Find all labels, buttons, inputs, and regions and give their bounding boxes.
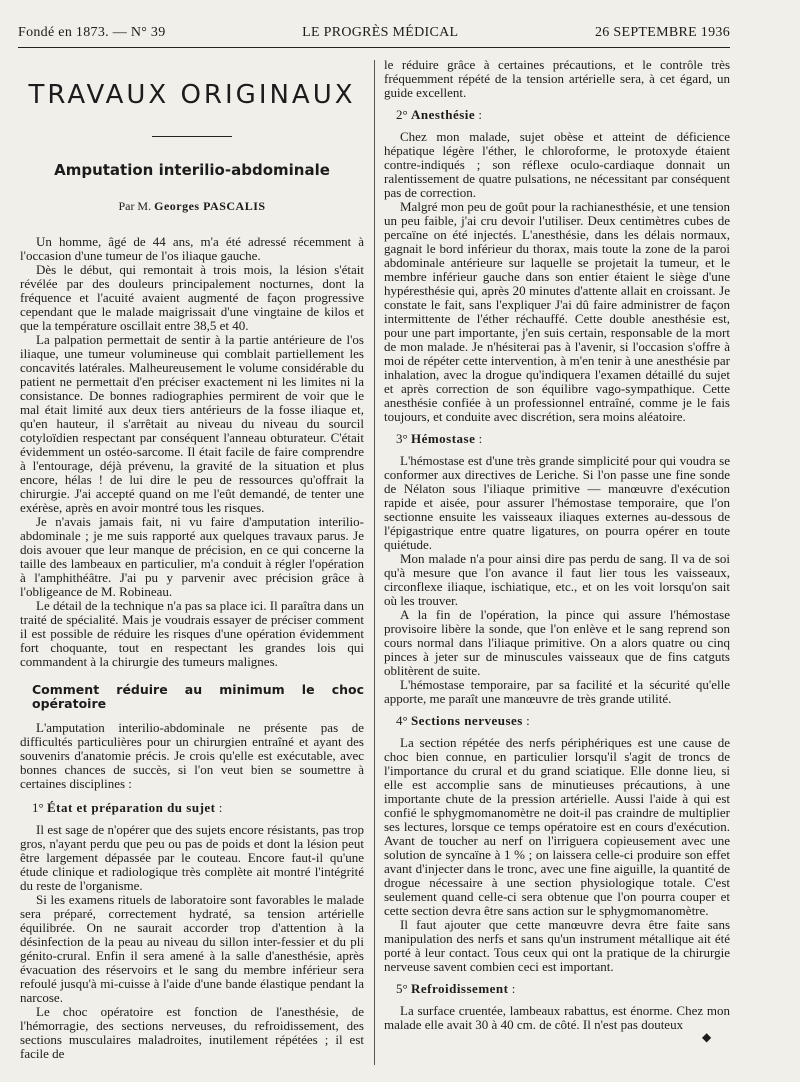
heading-title: Sections nerveuses (410, 713, 523, 728)
diamond-ornament-icon: ◆ (702, 1030, 712, 1044)
heading-colon: : (218, 800, 223, 815)
heading-title: État et préparation du sujet (46, 800, 216, 815)
paragraph: Dès le début, qui remontait à trois mois, la lésion s'était révélée par des douleurs principalement nocturnes, dont la fréquence et l'acuité avaient augmenté de façon progressive cependant que le malade maigrissait d'une vingtaine de kilos et que la température oscillait entre 38,5 et 40. (20, 262, 364, 333)
heading-colon: : (478, 107, 483, 122)
heading-number: 1° (32, 800, 44, 815)
journal-title: LE PROGRÈS MÉDICAL (302, 25, 459, 40)
title-rule (152, 136, 232, 137)
heading-colon: : (511, 981, 516, 996)
paragraph: Le détail de la technique n'a pas sa place ici. Il paraîtra dans un traité de spécialité. Mais je voudrais essayer de préciser comment il est possible de réduire les risques d'une opération évidemment fort choquante, tout en respectant les grandes lois qui commandent à la chirurgie des tumeurs malignes. (20, 598, 364, 669)
byline (20, 199, 364, 213)
paragraph: L'hémostase est d'une très grande simplicité pour qui voudra se conformer aux directives de Leriche. Si l'on passe une fine sonde de Nélaton sous l'iliaque primitive — manœuvre d'exécution rapide et aisée, pour assurer l'hémostase temporaire, que l'on sectionne ensuite les vaisseaux iliaques externes au-dessous de l'épigastrique entre quatre ligatures, on pourra opérer en toute quiétude. (384, 453, 730, 552)
paragraph: Si les examens rituels de laboratoire sont favorables le malade sera préparé, correctement hydraté, sa tension artérielle équilibrée. On ne saurait accorder trop d'attention à la désinfection de la peau au niveau du sillon inter-fessier et du pli génito-crural. Enfin il sera amené à la salle d'anesthésie, après évacuation des réservoirs et le sang du membre inférieur sera refoulé jusqu'à mi-cuisse à l'aide d'une bande élastique pendant la narcose. (20, 892, 364, 1005)
heading-number: 3° (396, 431, 408, 446)
left-column (20, 58, 364, 1061)
issue-date: 26 SEPTEMBRE 1936 (594, 25, 730, 40)
paragraph: Mon malade n'a pour ainsi dire pas perdu de sang. Il va de soi qu'à mesure que l'on avance il faut lier tous les vaisseaux, circonflexe iliaque, ischiatique, etc., et on les voit lorsqu'on sait où les trouver. (384, 551, 730, 608)
paragraph: La palpation permettait de sentir à la partie antérieure de l'os iliaque, une tumeur volumineuse qui comblait partiellement les concavités latérales. Malheureusement le volume considérable du patient ne permettait d'en préciser exactement ni les limites ni la consistance. De bonnes radiographies permirent de voir que le mal était limité aux deux tiers antérieurs de la fosse iliaque et, qu'en hauteur, il s'arrêtait au niveau du niveau du sourcil cotyloïdien respectant par conséquent l'anneau obturateur. C'était évidemment un ostéo-sarcome. Il était facile de faire comprendre à l'entourage, déjà prévenu, la gravité de la situation et plus encore, hélas ! de lui dire le peu de ressources qu'offrait la chirurgie. J'ai accepté quand on me l'eût demandé, de tenter une exérèse, après en avoir montré tous les risques. (20, 332, 364, 515)
paragraph: le réduire grâce à certaines précautions, et le contrôle très fréquemment répété de la tension artérielle sera, à cet égard, un guide excellent. (384, 57, 730, 100)
paragraph: L'hémostase temporaire, par sa facilité et la sécurité qu'elle apporte, me paraît une manœuvre de très grande utilité. (384, 677, 730, 706)
byline-prefix: Par M. (118, 199, 152, 213)
heading-title: Anesthésie (410, 107, 476, 122)
paragraph: A la fin de l'opération, la pince qui assure l'hémostase provisoire libère la sonde, que l'on enlève et le sang reprend son cours normal dans l'iliaque primitive. On a alors quatre ou cinq pinces à jeter sur de minuscules vaisseaux que de fins catguts oblitèrent de suite. (384, 607, 730, 678)
numbered-heading (32, 801, 364, 815)
paragraph: Un homme, âgé de 44 ans, m'a été adressé récemment à l'occasion d'une tumeur de l'os iliaque gauche. (20, 234, 364, 263)
heading-number: 4° (396, 713, 408, 728)
heading-number: 5° (396, 981, 408, 996)
heading-colon: : (526, 713, 530, 728)
paragraph: Chez mon malade, sujet obèse et atteint de déficience hépatique légère l'éther, le chloroforme, le protoxyde étaient contre-indiqués ; son réflexe oculo-cardiaque donnait un ralentissement de quatre pulsations, ne nécessitant par conséquent pas de correction. (384, 129, 730, 200)
numbered-heading (396, 982, 730, 996)
numbered-heading (396, 714, 730, 728)
running-header (18, 22, 730, 44)
subsection-heading: Comment réduire au minimum le choc opératoire (32, 682, 364, 711)
article-title: Amputation interilio-abdominale (54, 161, 330, 179)
column-divider (374, 60, 375, 1065)
paragraph: Je n'avais jamais fait, ni vu faire d'amputation interilio-abdominale ; je me suis rapporté aux quelques travaux parus. Je dois avouer que leur manque de précision, en ce qui concerne la taille des lambeaux en particulier, m'a conduit à régler l'opération à l'amphithéâtre. J'ai pu y parvenir avec précision grâce à l'obligeance de M. Robineau. (20, 514, 364, 599)
numbered-heading (396, 432, 730, 446)
heading-title: Hémostase (410, 431, 476, 446)
paragraph: Il faut ajouter que cette manœuvre devra être faite sans manipulation des nerfs et sans qu'un instrument métallique ait été porté à leur contact. Tous ceux qui ont la pratique de la chirurgie nerveuse savent combien ceci est important. (384, 917, 730, 974)
paragraph: Il est sage de n'opérer que des sujets encore résistants, pas trop gros, n'ayant perdu que peu ou pas de poids et dont la lésion peut être largement dépassée par le couteau. Encore faut-il qu'une étude clinique et radiologique très complète ait montré l'intégrité du reste de l'organisme. (20, 822, 364, 893)
author-name: Georges PASCALIS (154, 199, 266, 213)
header-rule (18, 47, 730, 48)
founding-issue: Fondé en 1873. — N° 39 (18, 25, 166, 40)
section-title: TRAVAUX ORIGINAUX (28, 80, 356, 110)
paragraph: L'amputation interilio-abdominale ne présente pas de difficultés particulières pour un chirurgien entraîné et ayant des souvenirs d'anatomie précis. Je crois qu'elle est exécutable, avec bonnes chances de succès, si l'on veut bien se soumettre à certaines disciplines : (20, 720, 364, 791)
right-column (384, 58, 730, 1032)
paragraph: La surface cruentée, lambeaux rabattus, est énorme. Chez mon malade elle avait 30 à 40 cm. de côté. Il n'est pas douteux (384, 1003, 730, 1032)
paragraph: Malgré mon peu de goût pour la rachianesthésie, et une tension un peu faible, j'ai cru devoir l'utiliser. Deux centimètres cubes de percaïne on été injectés. L'anesthésie, dans les délais normaux, gagnait le bord inférieur du thorax, mais toute la zone de la paroi abdominale antérieure sur laquelle se projetait la tumeur, et le membre inférieur gauche dans son entier étaient le siège d'une hypéresthésie qui, après 20 minutes d'attente allait en croissant. Je constate le fait, sans l'expliquer J'ai dû faire administrer de façon intermittente de l'éther réchauffé. Cette double anesthésie est, pour une part importante, j'en suis certain, responsable de la mort de mon malade. Je n'hésiterai pas à l'avenir, si l'occasion s'offre à moi de répéter cette intervention, à m'en tenir à une anesthésie par inhalation, avec la drogue qu'indiquera l'examen détaillé du sujet et après correction de son équilibre vago-sympathique. Cette anesthésie confiée à un professionnel entraîné, comme je le fais toujours, et conduite avec discrétion, sera moins aléatoire. (384, 199, 730, 424)
paragraph: Le choc opératoire est fonction de l'anesthésie, de l'hémorragie, des sections nerveuses, du refroidissement, des sections musculaires maladroites, inutilement répétées ; il est facile de (20, 1004, 364, 1061)
heading-colon: : (478, 431, 483, 446)
numbered-heading (396, 108, 730, 122)
heading-title: Refroidissement (410, 981, 509, 996)
paragraph: La section répétée des nerfs périphériques est une cause de choc bien connue, en particulier lorsqu'il s'agit de troncs de l'importance du crural et du grand sciatique. Elle donne lieu, si elle est accomplie sans de minutieuses précautions, à une importante chute de la pression artérielle. Aussi l'aide à qui est confié le sphygmomanomètre ne doit-il pas craindre de multiplier ses lectures, lorsque ce temps opératoire est en cours d'exécution. Avant de toucher au nerf on l'irriguera copieusement avec une solution de syncaïne à 1 % ; on laissera celle-ci produire son effet avant d'injecter dans le tronc, avec une fine aiguille, la quantité de drogue nécessaire à une section physiologique totale. C'est seulement quand celle-ci sera obtenue que l'on pourra couper et cette section devra être sans action sur le sphygmomanomètre. (384, 735, 730, 918)
heading-number: 2° (396, 107, 408, 122)
